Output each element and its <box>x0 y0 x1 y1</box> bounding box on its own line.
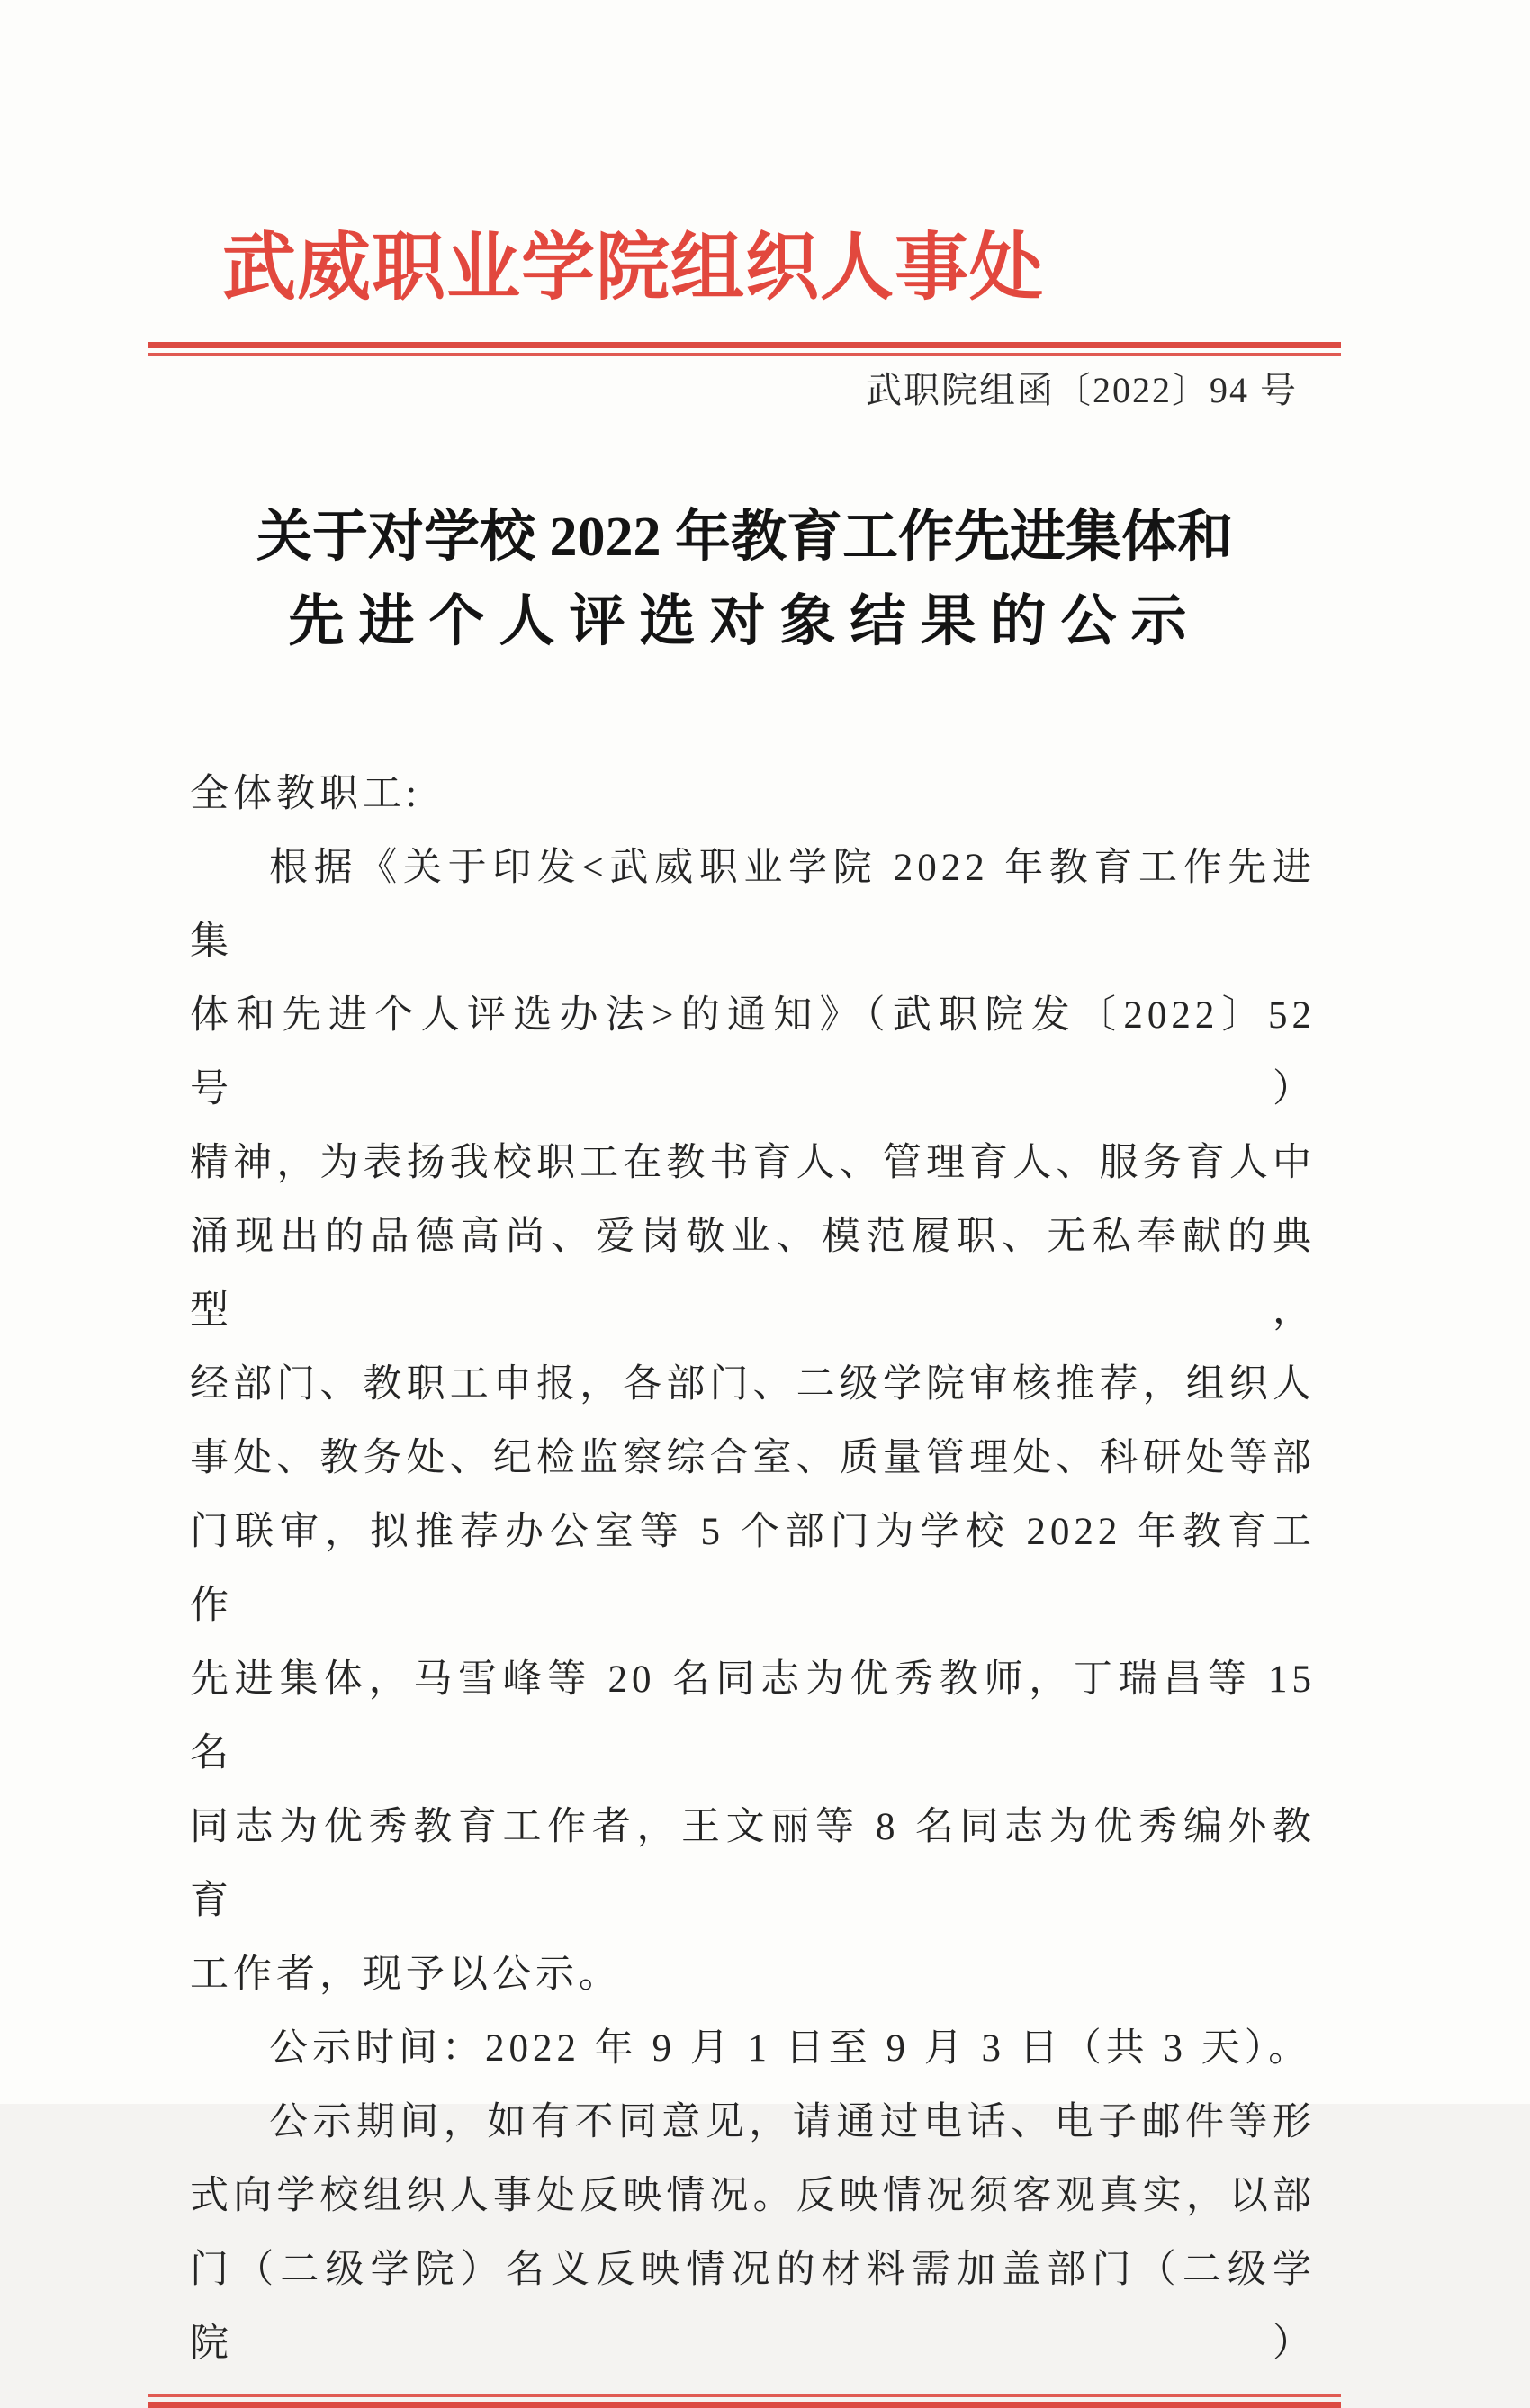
body-line: 精神，为表扬我校职工在教书育人、管理育人、服务育人中 <box>190 1141 1316 1184</box>
body-line: 涌现出的品德高尚、爱岗敬业、模范履职、无私奉献的典型， <box>190 1215 1316 1332</box>
document-title-line-1: 关于对学校 2022 年教育工作先进集体和 <box>256 506 1233 568</box>
publicity-period-line: 公示时间：2022 年 9 月 1 日至 9 月 3 日（共 3 天）。 <box>269 2026 1312 2070</box>
footer-divider-thick-line <box>148 2402 1341 2408</box>
body-line: 同志为优秀教育工作者，王文丽等 8 名同志为优秀编外教育 <box>190 1805 1316 1922</box>
masthead-title: 武威职业学院组织人事处 <box>222 227 1045 309</box>
document-body <box>148 758 1341 2381</box>
document-number: 武职院组函〔2022〕94 号 <box>866 369 1298 410</box>
footer-divider <box>148 2394 1341 2408</box>
document-title <box>148 495 1341 664</box>
header-divider-thick-line <box>148 342 1341 348</box>
document-title-line-2: 先进个人评选对象结果的公示 <box>288 590 1202 652</box>
header-divider-thin-line <box>148 353 1341 356</box>
body-line: 工作者，现予以公示。 <box>190 1953 622 1996</box>
body-line: 根据《关于印发<武威职业学院 2022 年教育工作先进集 <box>190 846 1316 963</box>
header-divider <box>148 342 1341 356</box>
body-line: 门联审，拟推荐办公室等 5 个部门为学校 2022 年教育工作 <box>190 1510 1316 1627</box>
document-content <box>148 0 1341 2408</box>
body-line: 先进集体，马雪峰等 20 名同志为优秀教师，丁瑞昌等 15 名 <box>190 1658 1316 1775</box>
body-line: 门（二级学院）名义反映情况的材料需加盖部门（二级学院） <box>190 2248 1316 2365</box>
body-line: 式向学校组织人事处反映情况。反映情况须客观真实，以部 <box>190 2174 1316 2217</box>
body-line: 经部门、教职工申报，各部门、二级学院审核推荐，组织人 <box>190 1362 1316 1406</box>
salutation-line: 全体教职工: <box>190 772 421 815</box>
body-line: 公示期间，如有不同意见，请通过电话、电子邮件等形 <box>269 2100 1316 2143</box>
body-line: 体和先进个人评选办法>的通知》（武职院发〔2022〕52 号） <box>190 993 1316 1110</box>
body-line: 事处、教务处、纪检监察综合室、质量管理处、科研处等部 <box>190 1436 1316 1479</box>
